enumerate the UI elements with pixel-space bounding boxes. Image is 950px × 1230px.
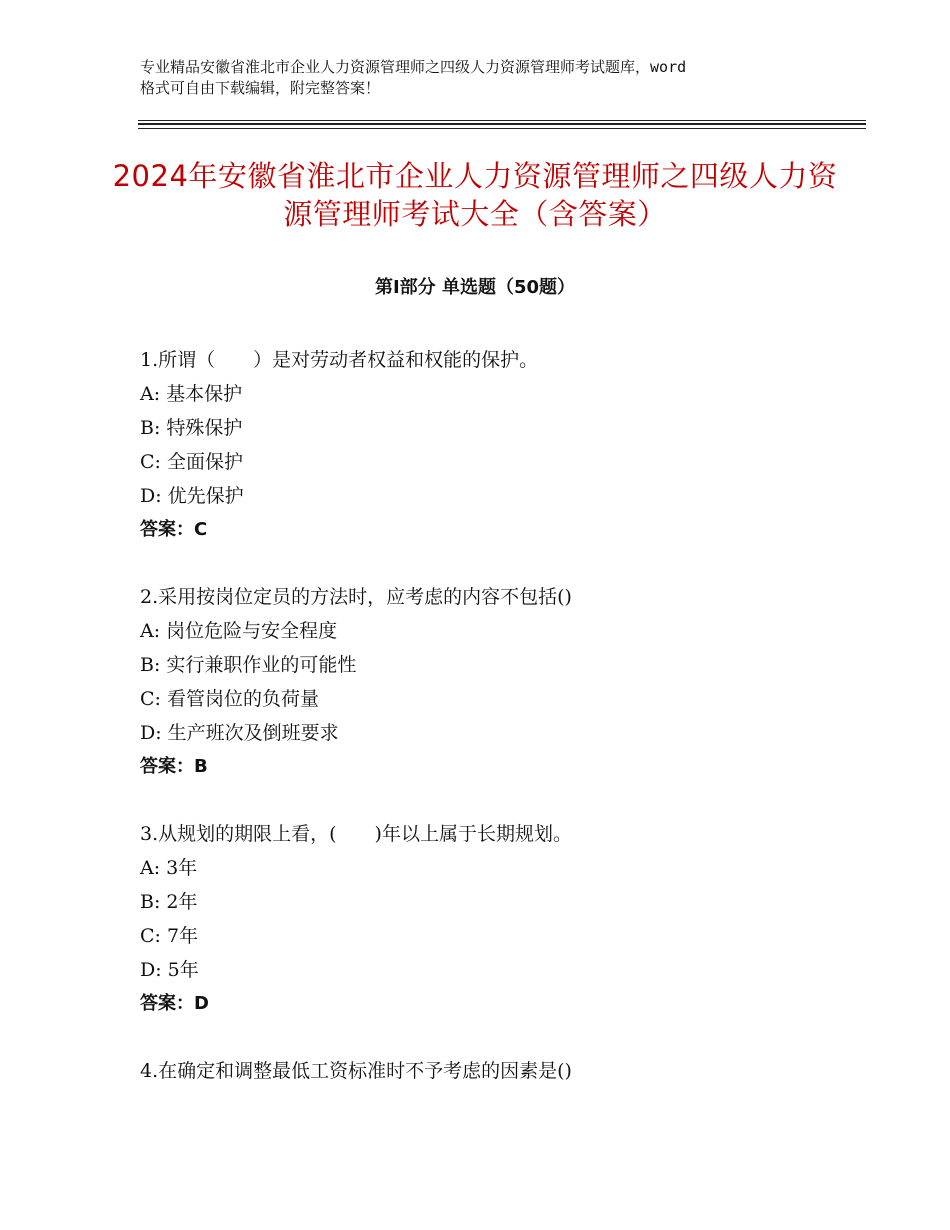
answer-line: 答案：B (140, 756, 208, 777)
answer-line: 答案：C (140, 519, 208, 540)
option-b: B: 2年 (140, 891, 198, 913)
option-a: A: 3年 (140, 857, 198, 879)
question-list (140, 343, 860, 1121)
option-b: B: 实行兼职作业的可能性 (140, 654, 357, 676)
question-stem: 3.从规划的期限上看，( )年以上属于长期规划。 (140, 823, 572, 845)
question-4 (140, 1054, 860, 1088)
option-d: D: 5年 (140, 959, 199, 981)
question-1 (140, 343, 860, 547)
header-divider-line-thick (138, 123, 866, 125)
option-a: A: 岗位危险与安全程度 (140, 620, 338, 642)
option-c: C: 7年 (140, 925, 199, 947)
option-c: C: 全面保护 (140, 451, 243, 473)
option-b: B: 特殊保护 (140, 417, 243, 439)
question-stem: 2.采用按岗位定员的方法时，应考虑的内容不包括() (140, 586, 572, 608)
option-c: C: 看管岗位的负荷量 (140, 688, 319, 710)
option-a: A: 基本保护 (140, 383, 243, 405)
header-divider-line-lower (138, 128, 866, 129)
question-stem: 4.在确定和调整最低工资标准时不予考虑的因素是() (140, 1060, 572, 1082)
document-title: 2024年安徽省淮北市企业人力资源管理师之四级人力资源管理师考试大全（含答案） (112, 159, 838, 231)
header-divider-line (138, 120, 866, 121)
option-d: D: 优先保护 (140, 485, 244, 507)
question-stem: 1.所谓（ ）是对劳动者权益和权能的保护。 (140, 349, 539, 371)
header-note: 专业精品安徽省淮北市企业人力资源管理师之四级人力资源管理师考试题库，word 格式可自由下载编辑，附完整答案！ (140, 58, 687, 97)
question-2 (140, 580, 860, 784)
answer-line: 答案：D (140, 993, 209, 1014)
question-3 (140, 817, 860, 1021)
option-d: D: 生产班次及倒班要求 (140, 722, 339, 744)
section-title: 第Ⅰ部分 单选题（50题） (374, 277, 575, 298)
